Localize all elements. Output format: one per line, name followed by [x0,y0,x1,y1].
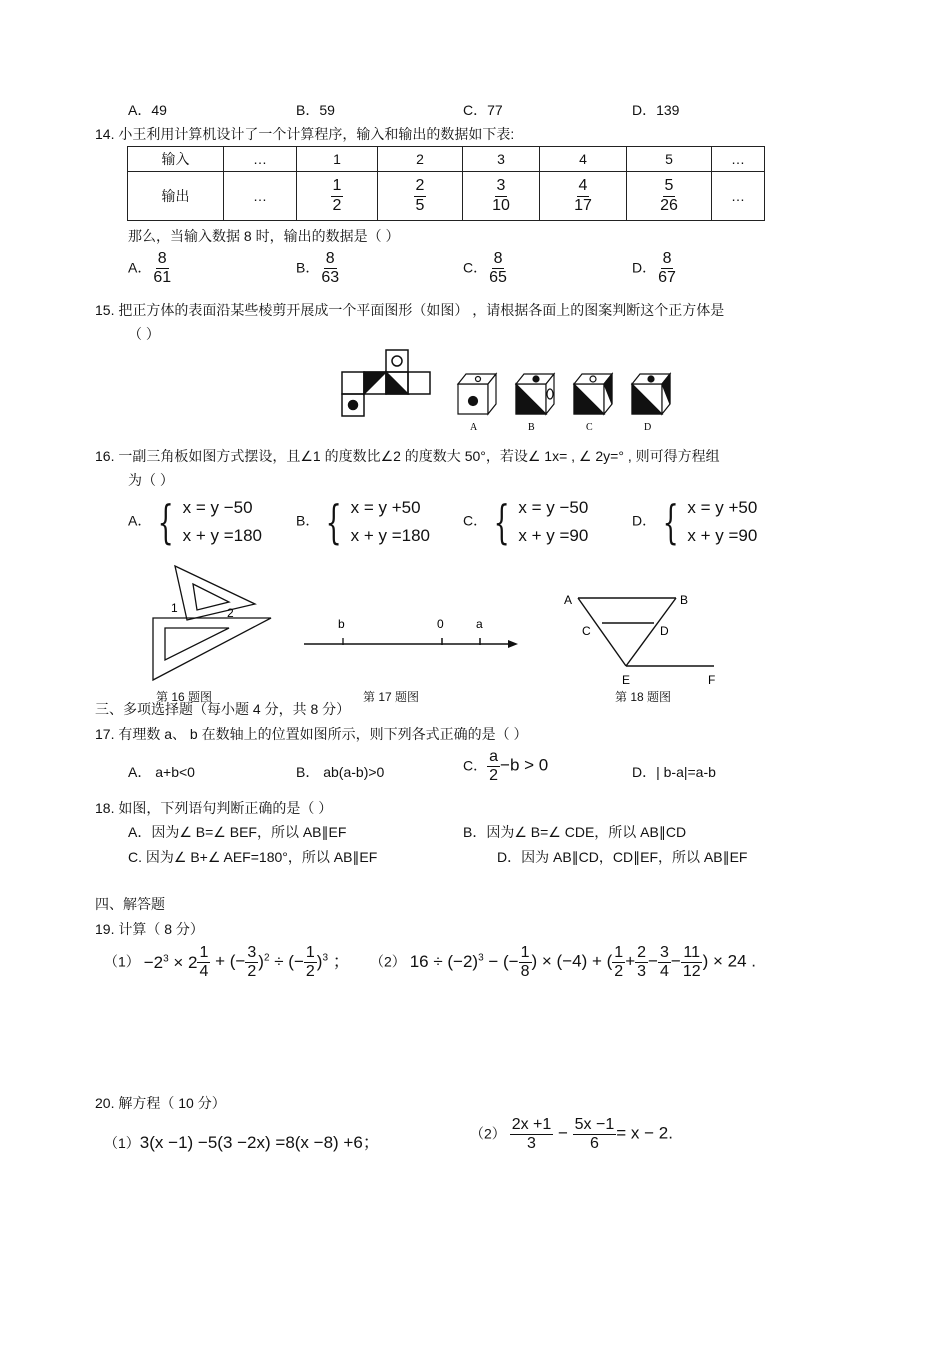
fig17-caption: 第 17 题图 [363,690,420,704]
fig16-angle-2: 2 [227,606,234,620]
q13-option-a: A．49 [128,102,167,118]
cube-options [458,374,670,414]
q17-option-d: D．| b-a|=a-b [632,764,716,780]
section-3-title: 三、多项选择题（每小题 4 分，共 8 分） [95,701,351,717]
q13-option-c: C．77 [463,102,503,118]
ellipsis-cell: … [712,172,765,221]
ellipsis-cell: … [712,147,765,172]
fig17-label-a: a [476,617,483,631]
q17-option-a: A． a+b<0 [128,764,195,780]
cube-label-c: C [586,422,593,433]
q15-paren: （ ） [128,326,160,342]
table-row [128,147,765,172]
fig18-label-f: F [708,673,716,687]
ellipsis-cell: … [224,147,297,172]
input-header: 输入 [128,147,224,172]
q13-option-b: B．59 [296,102,335,118]
output-cell: $\frac{2}{5}$ [378,172,463,221]
q16-option-b: B． { x = y +50 x + y =180 [296,495,431,549]
q18-option-b: B．因为∠ B=∠ CDE，所以 AB∥CD [463,824,687,840]
q19-stem: 19. 计算（ 8 分） [95,921,204,937]
q18-option-d: D．因为 AB∥CD，CD∥EF，所以 AB∥EF [497,849,748,865]
q18-option-c: C. 因为∠ B+∠ AEF=180°，所以 AB∥EF [128,849,378,865]
fig18-label-c: C [582,624,591,638]
input-cell: 5 [627,147,712,172]
q14-option-b: B． $\frac{8}{63}$ [296,250,340,287]
q19-part-2: （2） $16 \div (-2)^3$ − (− $\frac{1}{8}$ ) × (−4) + ( $\frac{1}{2}$ + $\frac{2}{3}$ − $\frac{3}{4}$ − $\frac{11}{12}$ ) × 24 . [370,944,757,981]
q14-followup: 那么，当输入数据 8 时，输出的数据是（ ） [128,228,400,244]
table-row [128,172,765,221]
cube-figure [340,346,680,436]
q17-option-c: C． $\frac{a}{2}$ −b > 0 [463,748,549,785]
q16-paren: 为（ ） [128,472,174,488]
fig18-caption: 第 18 题图 [615,690,672,704]
input-cell: 4 [540,147,627,172]
fig17-label-0: 0 [437,617,444,631]
q18-option-a: A．因为∠ B=∠ BEF，所以 AB∥EF [128,824,347,840]
q15-stem: 15. 把正方体的表面沿某些棱剪开展成一个平面图形（如图） ，请根据各面上的图案判断这个正方体是 [95,302,725,318]
q20-part-1: （1）3(x −1) −5(3 −2x) =8(x −8) +6； [104,1133,380,1152]
q14-option-a: A． $\frac{8}{61}$ [128,250,172,287]
cube-d [632,374,670,414]
fig16-triangles [145,562,285,686]
cube-c [574,374,612,414]
fig18-label-a: A [564,593,573,607]
section-4-title: 四、解答题 [95,896,165,912]
q20-stem: 20. 解方程（ 10 分） [95,1095,226,1111]
fig17-number-line [300,612,525,656]
io-table [127,146,765,221]
cube-label-a: A [470,422,478,433]
q13-option-d: D．139 [632,102,680,118]
cube-label-d: D [644,422,652,433]
output-header: 输出 [128,172,224,221]
input-cell: 3 [463,147,540,172]
fig16-caption: 第 16 题图 [156,690,213,704]
q19-part-1: $(1) -2^3 \times 2$ $\frac{1}{4}$ + (− $\frac{3}{2}$ )$^2$ ÷ (− $\frac{1}{2}$ )$^3$ ； [104,944,350,981]
cube-net [342,350,430,416]
q18-stem: 18. 如图，下列语句判断正确的是（ ） [95,800,333,816]
output-cell: $\frac{5}{26}$ [627,172,712,221]
input-cell: 2 [378,147,463,172]
fig16-angle-1: 1 [171,601,178,615]
fig18-label-b: B [680,593,689,607]
q17-option-b: B． ab(a-b)>0 [296,764,385,780]
cube-b [516,374,554,414]
fig18-label-e: E [622,673,631,687]
input-cell: 1 [297,147,378,172]
fig17-label-b: b [338,617,345,631]
q16-option-a: A． { x = y −50 x + y =180 [128,495,263,549]
q20-part-2: （2） $\frac{2x +1}{3}$ − $\frac{5x -1}{6}$ = x − 2. [470,1116,673,1153]
fig18-figure [558,588,728,688]
output-cell: $\frac{3}{10}$ [463,172,540,221]
q16-option-d: D． { x = y +50 x + y =90 [632,495,758,549]
cube-label-b: B [528,422,535,433]
q17-stem: 17. 有理数 a、 b 在数轴上的位置如图所示，则下列各式正确的是（ ） [95,726,528,742]
q14-stem: 14. 小王利用计算机设计了一个计算程序，输入和输出的数据如下表: [95,126,515,142]
q16-option-c: C． { x = y −50 x + y =90 [463,495,589,549]
q14-option-c: C． $\frac{8}{65}$ [463,250,507,287]
output-cell: $\frac{1}{2}$ [297,172,378,221]
q16-stem: 16. 一副三角板如图方式摆设，且∠1 的度数比∠2 的度数大 50°，若设∠ 1x= , ∠ 2y=° , 则可得方程组 [95,448,720,464]
q14-option-d: D． $\frac{8}{67}$ [632,250,676,287]
ellipsis-cell: … [224,172,297,221]
output-cell: $\frac{4}{17}$ [540,172,627,221]
cube-a [458,374,496,414]
fig18-label-d: D [660,624,669,638]
